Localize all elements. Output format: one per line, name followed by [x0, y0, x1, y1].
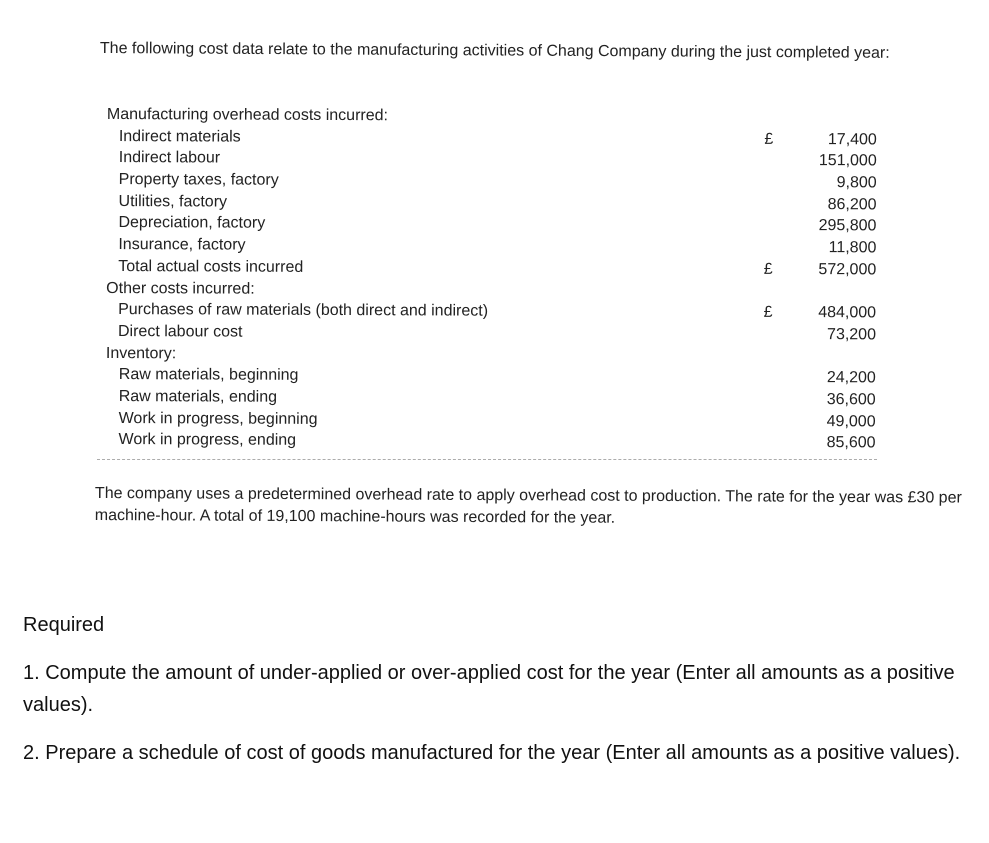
row-amount: 49,000	[826, 412, 876, 430]
row-amount: 295,800	[818, 217, 877, 235]
row-amount: 11,800	[828, 239, 877, 257]
section-heading-label: Other costs incurred:	[106, 279, 255, 298]
row-label: Direct labour cost	[117, 322, 243, 341]
currency-symbol: £	[763, 304, 773, 322]
row-amount: 85,600	[826, 434, 876, 452]
row-label: Raw materials, ending	[118, 387, 278, 406]
question-1: 1. Compute the amount of under-applied or over-applied cost for the year (Enter all amounts as a positive values).	[23, 662, 955, 716]
row-amount: 17,400	[827, 130, 877, 149]
row-amount: 151,000	[818, 152, 877, 170]
row-label: Indirect labour	[118, 149, 221, 167]
row-label: Property taxes, factory	[118, 171, 279, 189]
row-label: Insurance, factory	[118, 236, 246, 254]
required-heading: Required	[23, 614, 105, 636]
table-bottom-rule	[97, 459, 877, 460]
row-label: Total actual costs incurred	[118, 257, 304, 276]
row-label: Work in progress, ending	[118, 431, 297, 450]
intro-text: The following cost data relate to the manufacturing activities of Chang Company during the just completed year:	[99, 39, 890, 62]
row-amount: 24,200	[826, 369, 876, 387]
row-amount: 9,800	[836, 174, 877, 192]
row-label: Work in progress, beginning	[118, 409, 318, 428]
section-heading-label: Inventory:	[105, 344, 177, 362]
cost-data-table	[105, 104, 877, 454]
currency-symbol: £	[764, 130, 774, 148]
row-amount: 36,600	[826, 391, 876, 409]
row-label: Utilities, factory	[118, 192, 228, 211]
table-row	[105, 429, 875, 454]
section-heading-label: Manufacturing overhead costs incurred:	[106, 105, 389, 125]
row-label: Purchases of raw materials (both direct and indirect)	[118, 301, 489, 320]
row-amount: 572,000	[818, 260, 877, 279]
row-label: Raw materials, beginning	[118, 366, 299, 385]
row-label: Depreciation, factory	[118, 214, 266, 233]
overhead-rate-note: The company uses a predetermined overhead rate to apply overhead cost to production. The rate for the year was £30 per machine-hour. A total of 19,100 machine-hours was recorded for the year.	[94, 484, 962, 527]
question-2: 2. Prepare a schedule of cost of goods manufactured for the year (Enter all amounts as a positive values).	[23, 742, 961, 764]
row-label: Indirect materials	[118, 127, 241, 146]
row-amount: 73,200	[827, 326, 877, 344]
row-amount: 86,200	[827, 195, 877, 214]
currency-symbol: £	[763, 260, 773, 278]
row-amount: 484,000	[818, 304, 877, 322]
